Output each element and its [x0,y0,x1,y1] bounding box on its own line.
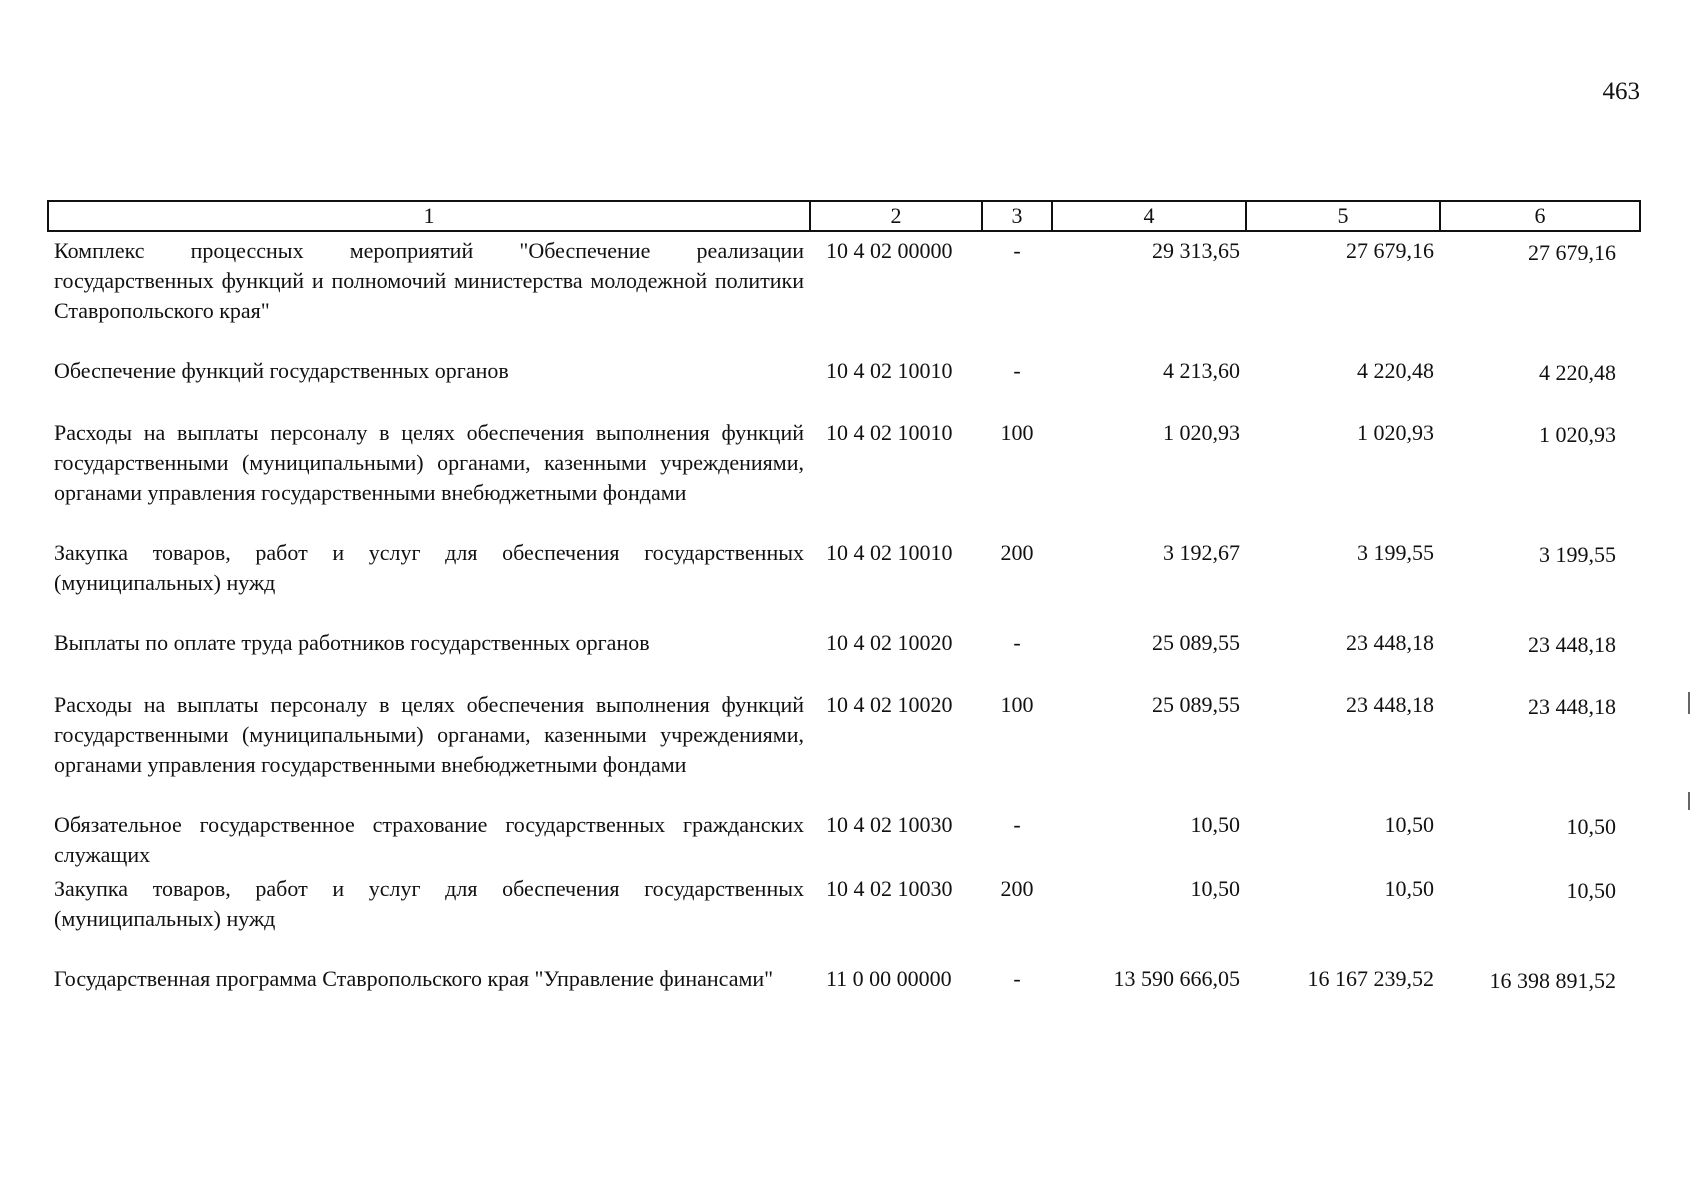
row-expense-type: 100 [1000,692,1034,717]
table-row [48,686,1640,780]
row-expense-type: 200 [1000,540,1034,565]
row-code: 10 4 02 10030 [826,812,953,837]
row-value-6: 1 020,93 [1539,422,1616,447]
row-code: 10 4 02 10010 [826,420,953,445]
row-code: 10 4 02 10010 [826,540,953,565]
row-expense-type: - [1013,358,1021,383]
table-row [48,624,1640,660]
row-value-4: 29 313,65 [1152,238,1240,263]
row-value-5: 10,50 [1384,812,1434,837]
row-value-5: 4 220,48 [1357,358,1434,383]
row-value-6: 4 220,48 [1539,360,1616,385]
row-expense-type: - [1013,238,1021,263]
row-code: 10 4 02 10020 [826,630,953,655]
row-value-4: 25 089,55 [1152,630,1240,655]
row-code: 10 4 02 10020 [826,692,953,717]
header-col-6: 6 [1440,201,1640,231]
row-expense-type: 100 [1000,420,1034,445]
row-code: 10 4 02 10030 [826,876,953,901]
header-col-1: 1 [48,201,810,231]
row-spacer [48,660,1640,686]
row-value-5: 1 020,93 [1357,420,1434,445]
table-row [48,231,1640,326]
row-spacer [48,780,1640,806]
budget-table [47,200,1641,996]
row-code: 10 4 02 10010 [826,358,953,383]
row-value-5: 10,50 [1384,876,1434,901]
row-value-6: 10,50 [1566,814,1616,839]
row-expense-type: - [1013,812,1021,837]
row-value-5: 3 199,55 [1357,540,1434,565]
row-description: Государственная программа Ставропольского края "Управление финансами" [54,966,774,991]
row-description: Расходы на выплаты персоналу в целях обеспечения выполнения функций государственными (муниципальными) органами, казенными учреждениями, органами управления государственными внебюджетными фондами [54,420,804,505]
row-value-6: 23 448,18 [1528,694,1616,719]
row-expense-type: - [1013,630,1021,655]
row-value-6: 10,50 [1566,878,1616,903]
table-row [48,870,1640,934]
row-spacer [48,934,1640,960]
header-row [48,201,1640,231]
row-spacer [48,326,1640,352]
scan-margin-mark [1688,692,1690,714]
row-value-6: 3 199,55 [1539,542,1616,567]
row-value-4: 10,50 [1190,876,1240,901]
header-col-5: 5 [1246,201,1440,231]
row-description: Закупка товаров, работ и услуг для обеспечения государственных (муниципальных) нужд [54,540,804,595]
table-row [48,352,1640,388]
table-row [48,534,1640,598]
row-spacer [48,598,1640,624]
table-header [48,201,1640,231]
row-value-4: 25 089,55 [1152,692,1240,717]
row-description: Обязательное государственное страхование государственных гражданских служащих [54,812,804,867]
table-body [48,231,1640,996]
row-value-5: 23 448,18 [1346,692,1434,717]
row-value-4: 10,50 [1190,812,1240,837]
row-value-4: 3 192,67 [1163,540,1240,565]
table-row [48,806,1640,870]
row-description: Обеспечение функций государственных органов [54,358,509,383]
row-description: Закупка товаров, работ и услуг для обеспечения государственных (муниципальных) нужд [54,876,804,931]
row-value-5: 16 167 239,52 [1307,966,1434,991]
row-value-6: 16 398 891,52 [1489,968,1616,993]
header-col-2: 2 [810,201,982,231]
row-expense-type: 200 [1000,876,1034,901]
scan-margin-mark [1688,792,1690,810]
row-value-5: 23 448,18 [1346,630,1434,655]
row-value-5: 27 679,16 [1346,238,1434,263]
row-description: Выплаты по оплате труда работников государственных органов [54,630,650,655]
row-code: 10 4 02 00000 [826,238,953,263]
table-row [48,960,1640,996]
row-value-4: 4 213,60 [1163,358,1240,383]
row-expense-type: - [1013,966,1021,991]
page-number: 463 [1602,78,1640,105]
row-value-4: 1 020,93 [1163,420,1240,445]
row-spacer [48,508,1640,534]
row-code: 11 0 00 00000 [826,966,952,991]
header-col-3: 3 [982,201,1052,231]
row-value-4: 13 590 666,05 [1113,966,1240,991]
row-value-6: 23 448,18 [1528,632,1616,657]
table-row [48,414,1640,508]
budget-table-container [47,200,1639,996]
header-col-4: 4 [1052,201,1246,231]
row-value-6: 27 679,16 [1528,240,1616,265]
row-description: Расходы на выплаты персоналу в целях обеспечения выполнения функций государственными (муниципальными) органами, казенными учреждениями, органами управления государственными внебюджетными фондами [54,692,804,777]
row-spacer [48,388,1640,414]
row-description: Комплекс процессных мероприятий "Обеспечение реализации государственных функций и полномочий министерства молодежной политики Ставропольского края" [54,238,804,323]
